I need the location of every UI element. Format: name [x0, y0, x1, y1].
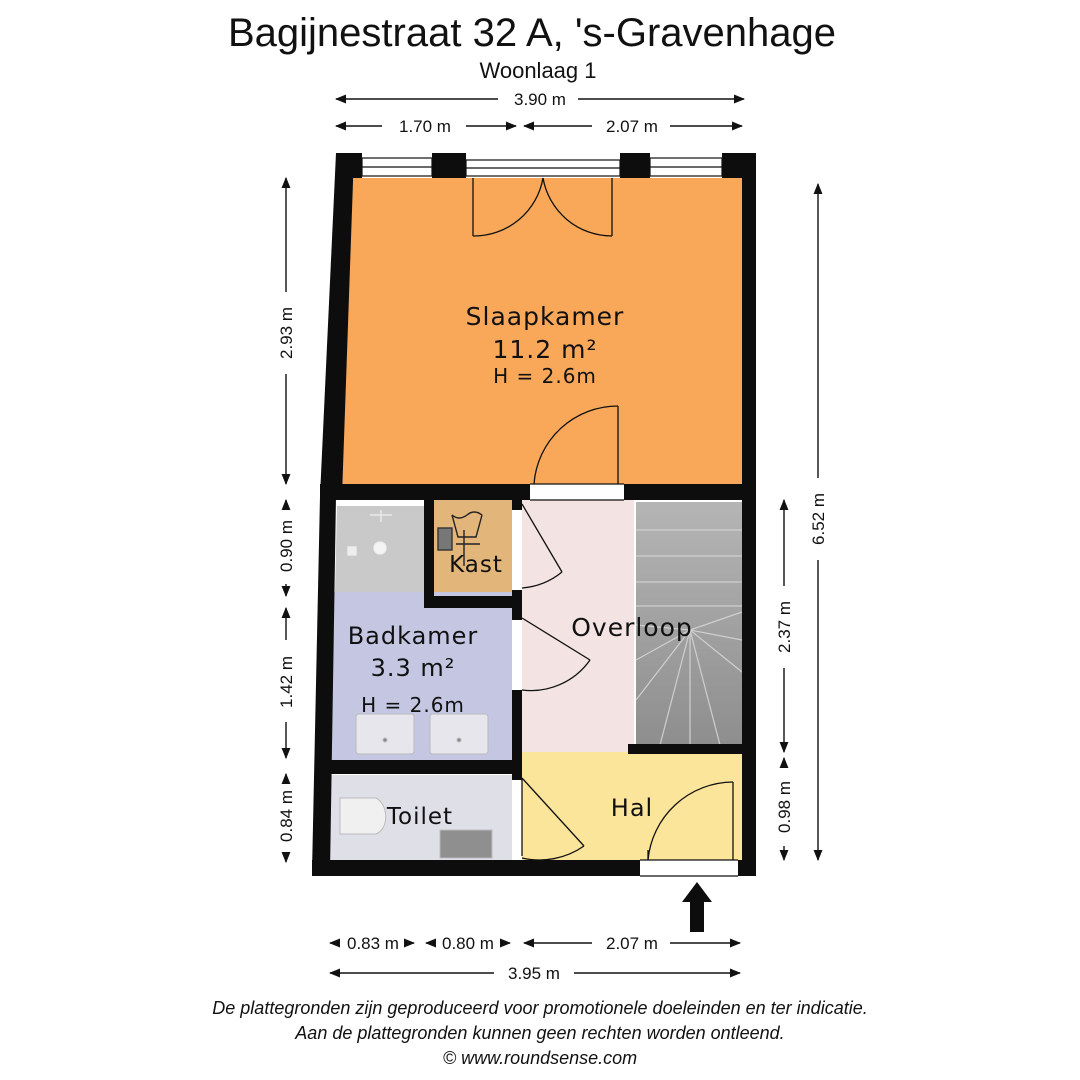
dim-label-right-1: 2.37 m — [775, 601, 794, 653]
room-name-overloop: Overloop — [571, 613, 693, 642]
dim-bottom-2 — [426, 934, 510, 953]
room-height-slaapkamer: H = 2.6m — [493, 364, 597, 388]
dim-left-1 — [277, 178, 296, 484]
plan-subtitle: Woonlaag 1 — [479, 58, 597, 83]
entrance-arrow-icon — [682, 882, 712, 932]
room-area-badkamer: 3.3 m² — [370, 654, 456, 682]
dim-label-right-total: 6.52 m — [809, 493, 828, 545]
dim-label-top-right: 2.07 m — [606, 117, 658, 136]
dim-top-right — [524, 117, 742, 136]
dim-label-top-total: 3.90 m — [514, 90, 566, 109]
disclaimer-line-1: De plattegronden zijn geproduceerd voor promotionele doeleinden en ter indicatie. — [212, 998, 868, 1018]
dim-right-1 — [775, 500, 794, 752]
room-height-badkamer: H = 2.6m — [361, 693, 465, 717]
dim-label-left-3: 1.42 m — [277, 656, 296, 708]
room-name-hal: Hal — [610, 794, 654, 822]
windows — [362, 158, 722, 176]
dim-bottom-total — [330, 964, 740, 983]
copyright-link[interactable]: © www.roundsense.com — [442, 1048, 638, 1068]
dim-label-right-2: 0.98 m — [775, 781, 794, 833]
dim-right-2 — [775, 758, 794, 860]
dim-label-bottom-2: 0.80 m — [442, 934, 494, 953]
dim-label-left-1: 2.93 m — [277, 307, 296, 359]
disclaimer-line-2: Aan de plattegronden kunnen geen rechten worden ontleend. — [295, 1023, 785, 1043]
dim-label-bottom-1: 0.83 m — [347, 934, 399, 953]
dim-label-bottom-3: 2.07 m — [606, 934, 658, 953]
dim-right-total — [809, 184, 828, 860]
dim-bottom-3 — [524, 934, 740, 953]
room-slaapkamer — [338, 178, 745, 484]
dim-left-4 — [277, 774, 296, 862]
room-name-slaapkamer: Slaapkamer — [465, 302, 625, 331]
dim-label-left-4: 0.84 m — [277, 790, 296, 842]
plan-title: Bagijnestraat 32 A, 's-Gravenhage — [227, 11, 837, 55]
room-name-kast: Kast — [449, 552, 503, 578]
dim-label-left-2: 0.90 m — [277, 520, 296, 572]
dim-top-total — [336, 90, 744, 109]
dim-left-2 — [277, 500, 296, 596]
dim-left-3 — [277, 608, 296, 758]
dim-label-bottom-total: 3.95 m — [508, 964, 560, 983]
dim-top-left — [336, 117, 516, 136]
room-name-toilet: Toilet — [386, 804, 454, 830]
dim-bottom-1 — [330, 934, 414, 953]
room-name-badkamer: Badkamer — [347, 622, 479, 650]
room-area-slaapkamer: 11.2 m² — [492, 335, 598, 364]
dim-label-top-left: 1.70 m — [399, 117, 451, 136]
